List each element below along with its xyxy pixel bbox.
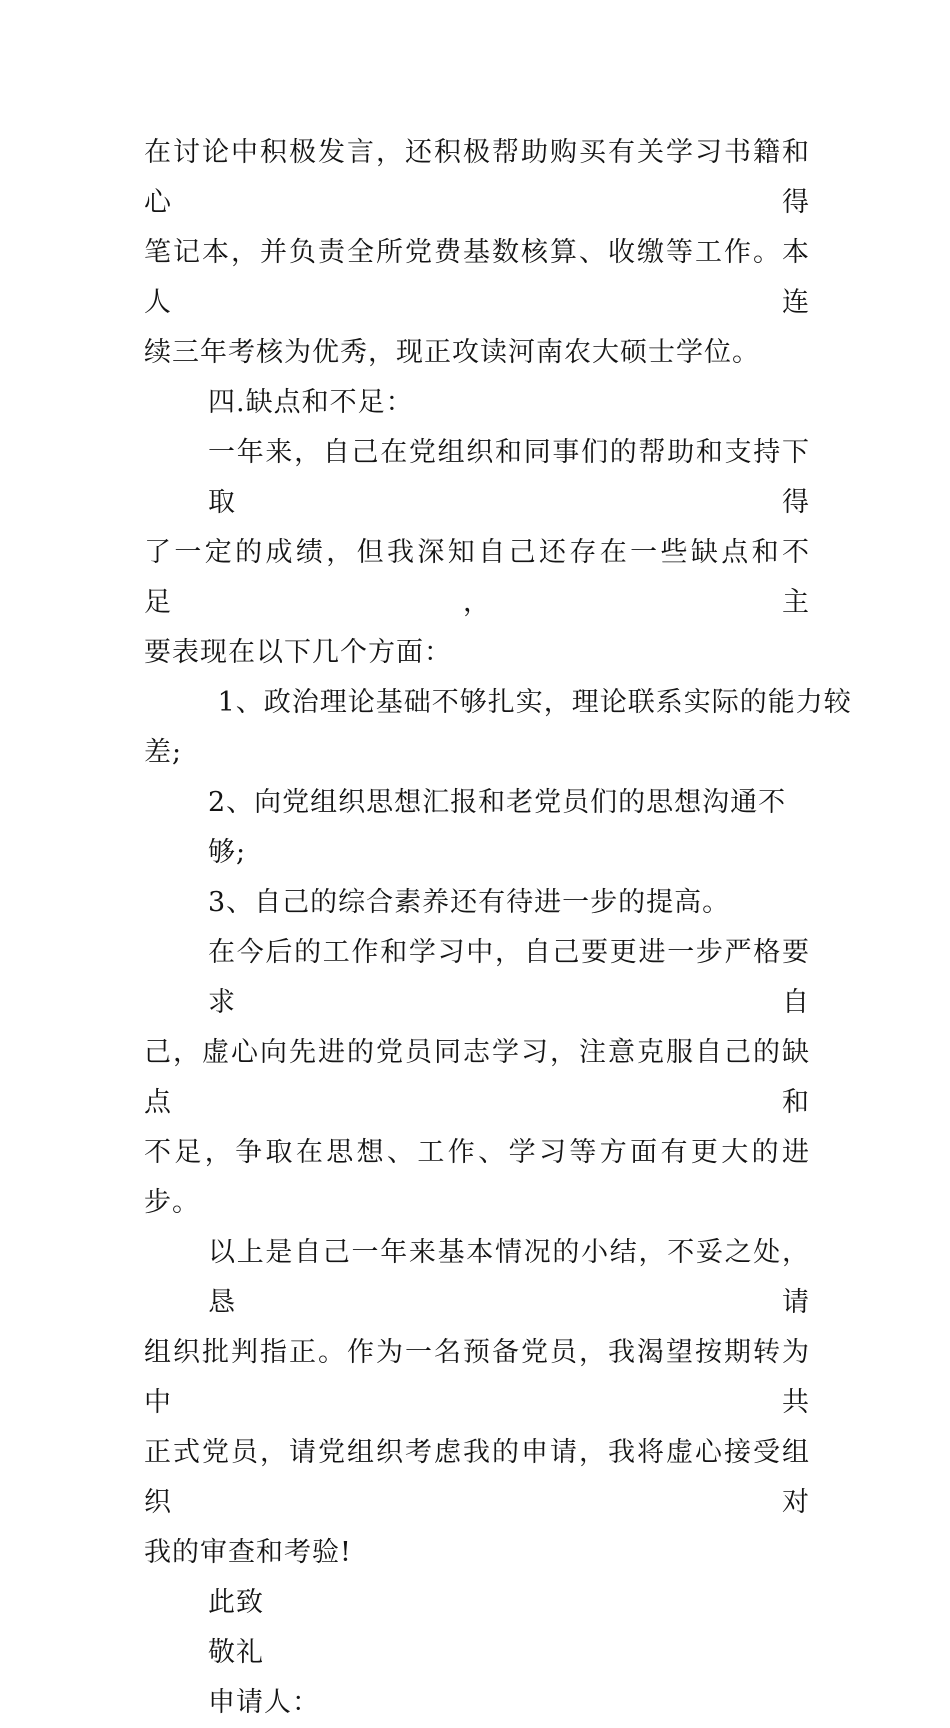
paragraph-summary-request — [144, 1228, 810, 1578]
text-line: 在今后的工作和学习中，自己要更进一步严格要求自 — [208, 937, 810, 1018]
closing-salutation: 此致 — [208, 1587, 264, 1618]
applicant-label: 申请人： — [208, 1687, 320, 1718]
list-item-2: 2、向党组织思想汇报和老党员们的思想沟通不够; — [208, 787, 787, 868]
text-line: 在讨论中积极发言，还积极帮助购买有关学习书籍和心得 — [144, 137, 810, 218]
text-line: 己，虚心向先进的党员同志学习，注意克服自己的缺点和 — [144, 1037, 810, 1118]
text-line: 笔记本，并负责全所党费基数核算、收缴等工作。本人连 — [144, 237, 810, 318]
section-heading-shortcomings: 四.缺点和不足： — [208, 387, 414, 418]
list-item-3: 3、自己的综合素养还有待进一步的提高。 — [208, 887, 731, 918]
text-line: 了一定的成绩，但我深知自己还存在一些缺点和不足，主 — [144, 537, 810, 618]
text-line: 正式党员，请党组织考虑我的申请，我将虚心接受组织对 — [144, 1437, 810, 1518]
text-line: 差; — [144, 737, 183, 768]
text-line: 1、政治理论基础不够扎实，理论联系实际的能力较 — [208, 687, 852, 718]
text-line: 我的审查和考验! — [144, 1537, 352, 1568]
text-line: 组织批判指正。作为一名预备党员，我渴望按期转为中共 — [144, 1337, 810, 1418]
text-line: 续三年考核为优秀，现正攻读河南农大硕士学位。 — [144, 337, 760, 368]
document-body — [144, 128, 852, 1728]
paragraph-future-plan — [144, 928, 810, 1228]
text-line: 一年来，自己在党组织和同事们的帮助和支持下取得 — [208, 437, 810, 518]
text-line: 要表现在以下几个方面： — [144, 637, 452, 668]
text-line: 以上是自己一年来基本情况的小结，不妥之处，恳请 — [208, 1237, 810, 1318]
list-item-1 — [144, 678, 852, 778]
paragraph-shortcomings-intro — [144, 428, 810, 678]
closing-regards: 敬礼 — [208, 1637, 264, 1668]
text-line: 不足，争取在思想、工作、学习等方面有更大的进步。 — [144, 1137, 810, 1218]
paragraph-study-contribution — [144, 128, 810, 378]
